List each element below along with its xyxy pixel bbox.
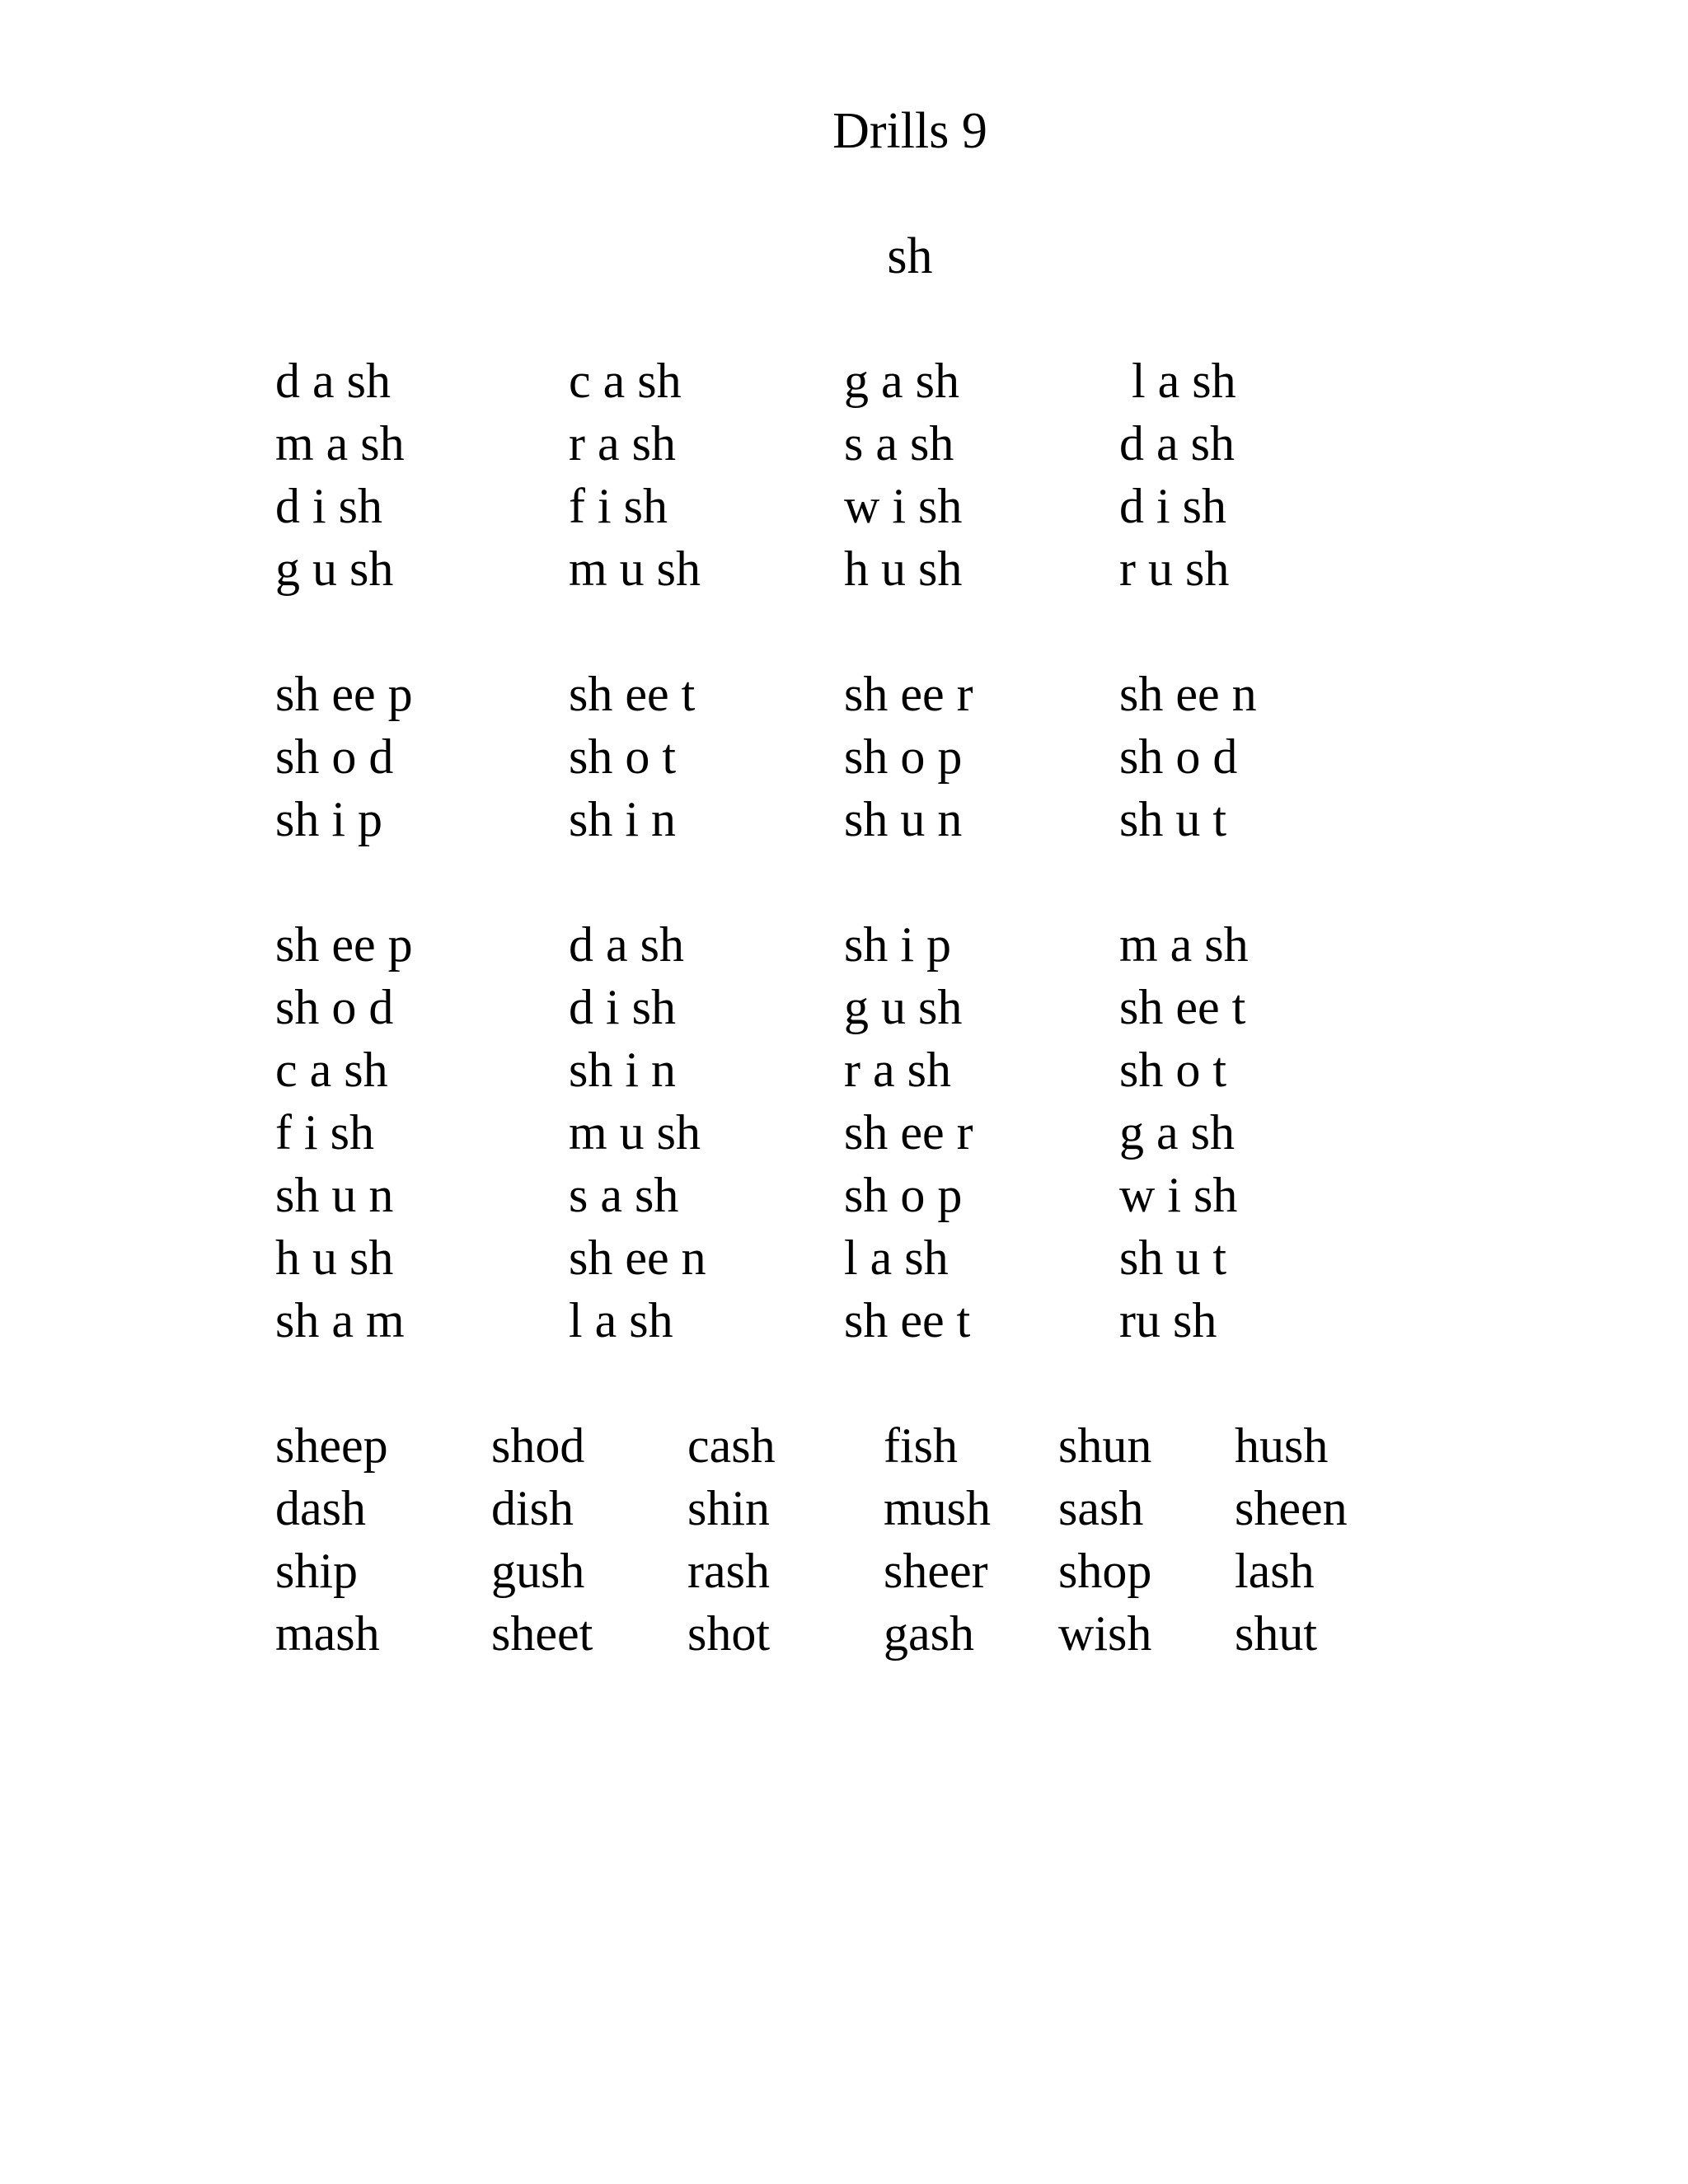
drill-item: sh a m [275, 1293, 405, 1347]
drill-item: sh o d [1119, 729, 1238, 784]
drill-item: sh o p [844, 729, 963, 784]
drill-item: sh o t [569, 729, 677, 784]
word-item: shop [1058, 1544, 1152, 1598]
word-item: shut [1235, 1606, 1318, 1661]
word-item: mash [275, 1606, 380, 1661]
drill-item: sh u t [1119, 1230, 1227, 1285]
drill-item: d i sh [1119, 479, 1227, 533]
drill-item: d a sh [1119, 416, 1235, 471]
drill-item: h u sh [844, 541, 963, 596]
drill-item: r a sh [844, 1043, 951, 1097]
word-item: shot [687, 1606, 771, 1661]
drill-item: sh o d [275, 729, 394, 784]
drill-item: m a sh [1119, 917, 1249, 972]
word-item: cash [687, 1418, 776, 1473]
drill-row [0, 1293, 1401, 1355]
word-item: gash [884, 1606, 974, 1661]
drill-item: g a sh [844, 354, 959, 408]
drill-row [0, 1105, 1401, 1167]
drill-item: f i sh [569, 479, 668, 533]
drill-row [0, 1045, 1401, 1104]
drill-item: h u sh [275, 1230, 394, 1285]
word-item: fish [884, 1418, 958, 1473]
drill-row [0, 729, 1401, 791]
drill-item: sh o t [1119, 1043, 1227, 1097]
word-item: hush [1235, 1418, 1329, 1473]
drill-row [0, 1170, 1401, 1230]
drill-item: g u sh [844, 980, 963, 1034]
word-item: dash [275, 1481, 366, 1535]
page-title: Drills 9 [832, 103, 987, 159]
word-item: mush [884, 1481, 992, 1535]
word-item: sash [1058, 1481, 1144, 1535]
drill-item: sh ee r [844, 667, 973, 721]
drill-item: sh ee t [844, 1293, 971, 1347]
drill-item: sh u t [1119, 792, 1227, 846]
drill-item: w i sh [844, 479, 963, 533]
drill-item: d i sh [275, 479, 383, 533]
drill-item: sh o p [844, 1168, 963, 1222]
drill-row [0, 1230, 1401, 1292]
drill-item: d a sh [275, 354, 391, 408]
drill-item: sh ee t [569, 667, 696, 721]
drill-row [0, 917, 1401, 979]
drill-item: g a sh [1119, 1105, 1235, 1160]
word-item: shin [687, 1481, 771, 1535]
drill-item: s a sh [569, 1168, 679, 1222]
drill-item: sh i n [569, 1043, 677, 1097]
word-item: sheen [1235, 1481, 1348, 1535]
drill-row [0, 481, 1401, 541]
drill-item: d i sh [569, 980, 677, 1034]
word-item: lash [1235, 1544, 1315, 1598]
drill-row [0, 356, 1401, 415]
drill-item: m a sh [275, 416, 405, 471]
drill-item: g u sh [275, 541, 394, 596]
drill-item: sh ee n [569, 1230, 706, 1285]
word-item: ship [275, 1544, 359, 1598]
word-item: gush [491, 1544, 585, 1598]
word-row [0, 1546, 1401, 1605]
word-row [0, 1606, 1401, 1668]
drill-item: sh ee p [275, 917, 413, 972]
drill-item: m u sh [569, 541, 701, 596]
drill-item: sh ee t [1119, 980, 1246, 1034]
drill-item: s a sh [844, 416, 954, 471]
drill-item: w i sh [1119, 1168, 1238, 1222]
word-row [0, 1483, 1401, 1543]
word-item: shun [1058, 1418, 1152, 1473]
word-item: sheet [491, 1606, 593, 1661]
drill-item: r u sh [1119, 541, 1230, 596]
word-row [0, 1418, 1401, 1480]
drill-item: sh ee p [275, 667, 413, 721]
drill-item: sh u n [844, 792, 963, 846]
drill-item: sh ee r [844, 1105, 973, 1160]
word-item: sheep [275, 1418, 388, 1473]
drill-item: sh ee n [1119, 667, 1257, 721]
word-item: sheer [884, 1544, 988, 1598]
word-item: rash [687, 1544, 770, 1598]
drill-item: sh i p [844, 917, 952, 972]
drill-item: f i sh [275, 1105, 374, 1160]
drill-item: sh i n [569, 792, 677, 846]
drill-item: ru sh [1119, 1293, 1217, 1347]
drill-row [0, 982, 1401, 1042]
word-item: dish [491, 1481, 574, 1535]
drill-item: d a sh [569, 917, 684, 972]
drill-row [0, 669, 1401, 729]
drill-item: l a sh [569, 1293, 673, 1347]
drill-row [0, 794, 1401, 854]
word-item: wish [1058, 1606, 1152, 1661]
page-subtitle: sh [887, 228, 933, 284]
drill-item: l a sh [844, 1230, 949, 1285]
drill-item: sh o d [275, 980, 394, 1034]
drill-item: sh i p [275, 792, 383, 846]
drill-row [0, 416, 1401, 478]
drill-row [0, 541, 1401, 603]
drill-item: c a sh [275, 1043, 388, 1097]
drill-item: l a sh [1119, 354, 1236, 408]
drill-item: r a sh [569, 416, 676, 471]
drill-item: c a sh [569, 354, 682, 408]
drill-item: sh u n [275, 1168, 394, 1222]
drill-item: m u sh [569, 1105, 701, 1160]
word-item: shod [491, 1418, 585, 1473]
